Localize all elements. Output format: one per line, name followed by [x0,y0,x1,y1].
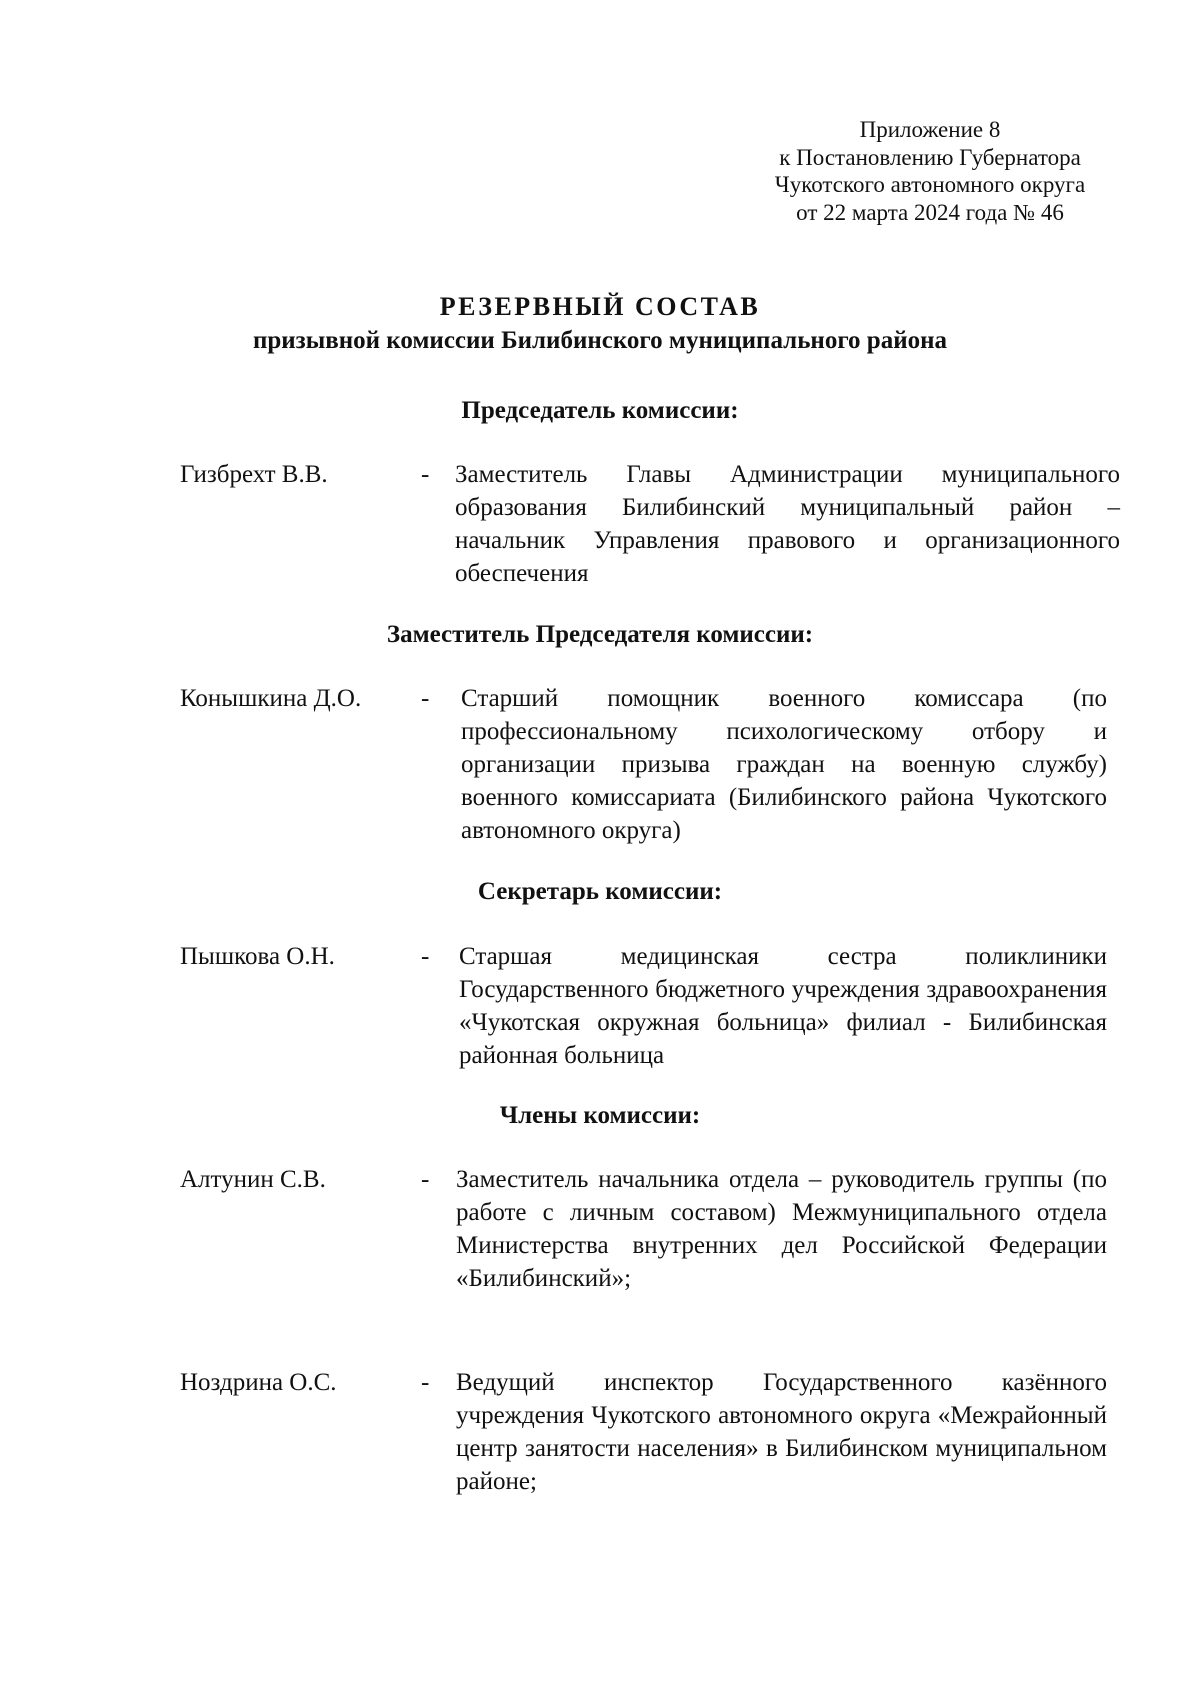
member-dash: - [421,1369,430,1396]
member-description: Старшая медицинская сестра поликлиники Государственного бюджетного учреждения здравоохранения «Чукотская окружная больница» филиал - Билибинская районная больница [459,943,1107,1069]
member-dash: - [421,685,430,712]
document-title [0,290,1200,358]
appendix-region: Чукотского автономного округа [774,172,1086,197]
title-main: РЕЗЕРВНЫЙ СОСТАВ [439,292,761,321]
member-description: Старший помощник военного комиссара (по профессиональному психологическому отбору и организации призыва граждан на военную службу) военного комиссариата (Билибинского района Чукотского автономного округа) [461,685,1107,844]
member-dash: - [421,461,430,488]
member-name: Конышкина Д.О. [180,685,362,712]
member-description: Ведущий инспектор Государственного казённого учреждения Чукотского автономного округа «Межрайонный центр занятости населения» в Билибинском муниципальном районе; [456,1369,1107,1495]
section-heading-deputy: Заместитель Председателя комиссии: [386,621,814,648]
member-description: Заместитель начальника отдела – руководитель группы (по работе с личным составом) Межмуниципального отдела Министерства внутренних дел Российской Федерации «Билибинский»; [456,1166,1107,1292]
appendix-date: от 22 марта 2024 года № 46 [796,199,1064,225]
member-dash: - [421,1166,430,1193]
member-name: Пышкова О.Н. [180,943,335,970]
appendix-header [760,116,1100,226]
appendix-decree: к Постановлению Губернатора [779,144,1081,170]
member-name: Ноздрина О.С. [180,1369,337,1396]
section-heading-members: Члены комиссии: [499,1102,701,1129]
section-heading-chairman: Председатель комиссии: [461,397,739,424]
member-name: Гизбрехт В.В. [180,461,328,488]
member-description: Заместитель Главы Администрации муниципального образования Билибинский муниципальный район – начальник Управления правового и организационного обеспечения [455,461,1120,587]
title-sub: призывной комиссии Билибинского муниципального района [252,327,948,354]
section-heading-secretary: Секретарь комиссии: [477,878,723,905]
member-name: Алтунин С.В. [180,1166,326,1193]
appendix-number: Приложение 8 [859,117,1001,142]
member-dash: - [421,943,430,970]
